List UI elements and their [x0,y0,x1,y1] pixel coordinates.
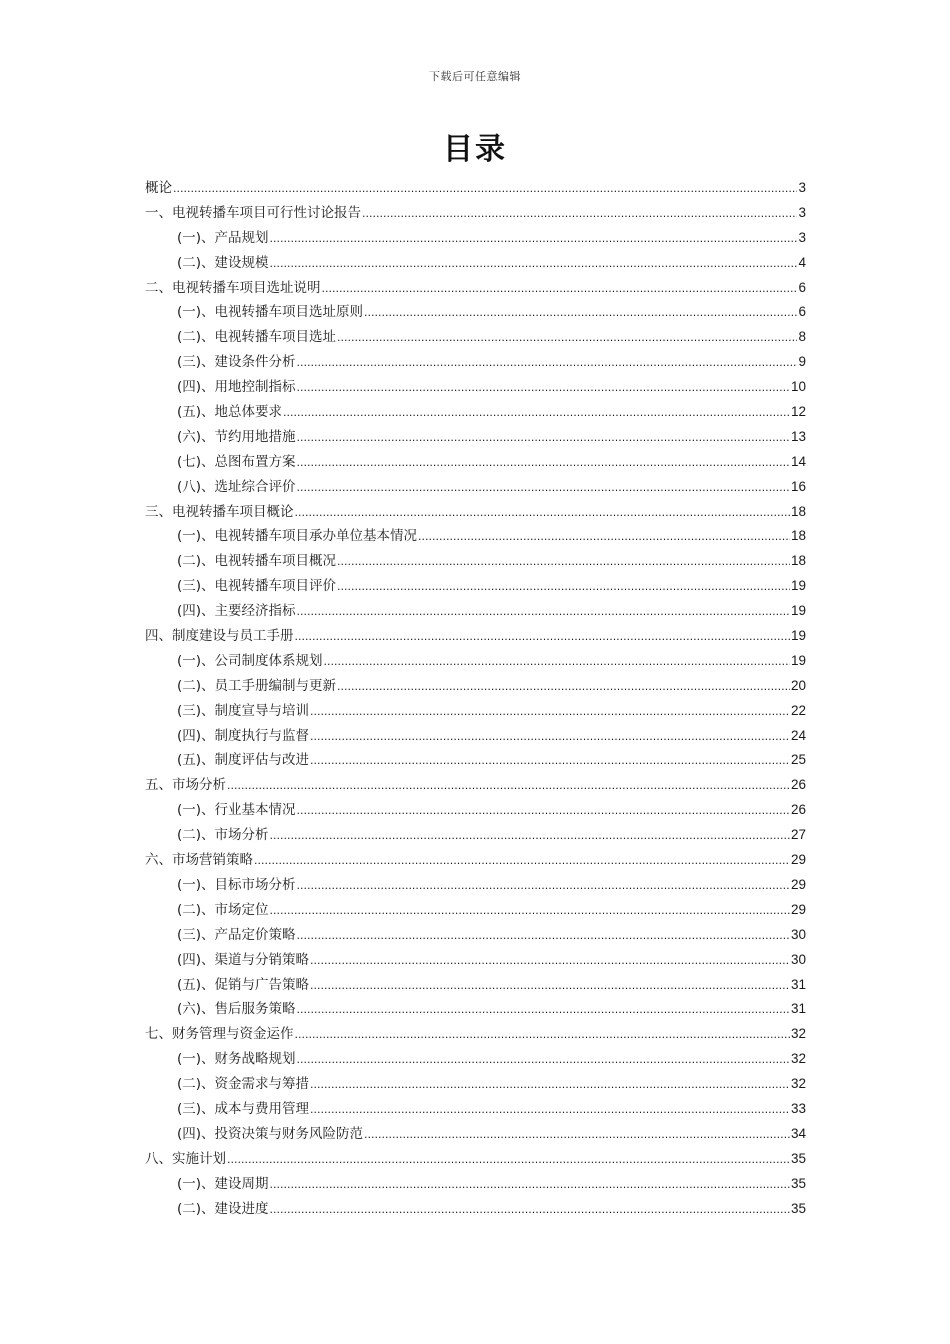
toc-subsection-entry[interactable] [145,898,806,923]
toc-dot-leader [324,649,790,675]
table-of-contents [145,176,806,1221]
toc-dot-leader [270,1172,790,1198]
toc-page-number: 31 [790,976,806,992]
toc-page-number: 35 [790,1200,806,1216]
toc-entry-label: (四)、制度执行与监督 [177,727,310,744]
toc-page-number: 6 [798,304,806,320]
toc-dot-leader [297,923,790,949]
toc-dot-leader [337,674,790,700]
toc-page-number: 25 [790,752,806,768]
toc-section-entry[interactable] [145,201,806,226]
toc-dot-leader [337,325,797,351]
toc-section-entry[interactable] [145,276,806,301]
toc-dot-leader [295,624,790,650]
toc-subsection-entry[interactable] [145,973,806,998]
toc-dot-leader [310,973,790,999]
toc-page-number: 12 [790,404,806,420]
toc-dot-leader [322,276,798,302]
toc-subsection-entry[interactable] [145,450,806,475]
toc-page-number: 20 [790,677,806,693]
toc-page-number: 22 [790,702,806,718]
toc-dot-leader [297,475,790,501]
toc-page-number: 16 [790,478,806,494]
toc-entry-label: (三)、产品定价策略 [177,926,296,943]
toc-dot-leader [270,1197,790,1223]
toc-page-number: 19 [790,628,806,644]
toc-subsection-entry[interactable] [145,1172,806,1197]
toc-section-entry[interactable] [145,1147,806,1172]
toc-page-number: 13 [790,428,806,444]
toc-entry-label: (一)、电视转播车项目选址原则 [177,304,364,321]
toc-page-number: 26 [790,777,806,793]
toc-entry-label: (二)、市场分析 [177,827,269,844]
toc-dot-leader [227,1147,790,1173]
toc-page-number: 10 [790,379,806,395]
toc-subsection-entry[interactable] [145,1072,806,1097]
toc-entry-label: (五)、促销与广告策略 [177,976,310,993]
toc-subsection-entry[interactable] [145,997,806,1022]
toc-page-number: 24 [790,727,806,743]
toc-section-entry[interactable] [145,773,806,798]
toc-dot-leader [270,898,790,924]
toc-section-entry[interactable] [145,1022,806,1047]
toc-subsection-entry[interactable] [145,674,806,699]
toc-subsection-entry[interactable] [145,425,806,450]
toc-dot-leader [297,798,790,824]
toc-page-number: 19 [790,603,806,619]
toc-entry-label: (一)、行业基本情况 [177,802,296,819]
toc-dot-leader [418,524,790,550]
toc-entry-label: (一)、目标市场分析 [177,876,296,893]
toc-entry-label: (五)、制度评估与改进 [177,752,310,769]
toc-subsection-entry[interactable] [145,475,806,500]
toc-page-number: 31 [790,1001,806,1017]
toc-entry-label: (二)、员工手册编制与更新 [177,677,337,694]
toc-dot-leader [310,1097,790,1123]
toc-subsection-entry[interactable] [145,1122,806,1147]
toc-entry-label: (二)、建设进度 [177,1200,269,1217]
toc-entry-label: (三)、电视转播车项目评价 [177,578,337,595]
toc-page-number: 18 [790,503,806,519]
toc-dot-leader [337,549,790,575]
toc-page-number: 35 [790,1150,806,1166]
toc-entry-label: (二)、市场定位 [177,901,269,918]
toc-subsection-entry[interactable] [145,300,806,325]
toc-entry-label: 二、电视转播车项目选址说明 [145,279,321,296]
toc-page-number: 8 [798,329,806,345]
toc-entry-label: (二)、资金需求与筹措 [177,1076,310,1093]
toc-entry-label: (三)、成本与费用管理 [177,1100,310,1117]
toc-entry-label: 七、财务管理与资金运作 [145,1026,294,1043]
toc-subsection-entry[interactable] [145,375,806,400]
toc-subsection-entry[interactable] [145,1197,806,1222]
toc-page-number: 30 [790,951,806,967]
toc-entry-label: (二)、建设规模 [177,254,269,271]
toc-dot-leader [297,350,798,376]
toc-entry-label: (六)、售后服务策略 [177,1001,296,1018]
toc-page-number: 6 [798,279,806,295]
toc-dot-leader [310,724,790,750]
toc-page-number: 18 [790,528,806,544]
toc-entry-label: (二)、电视转播车项目选址 [177,329,337,346]
toc-subsection-entry[interactable] [145,649,806,674]
toc-subsection-entry[interactable] [145,1047,806,1072]
toc-dot-leader [227,773,790,799]
toc-dot-leader [297,1047,790,1073]
toc-dot-leader [254,848,790,874]
toc-subsection-entry[interactable] [145,948,806,973]
toc-subsection-entry[interactable] [145,873,806,898]
toc-subsection-entry[interactable] [145,325,806,350]
toc-dot-leader [310,748,790,774]
toc-title: 目录 [443,132,507,167]
toc-dot-leader [270,823,790,849]
toc-page-number: 3 [798,204,806,220]
toc-page-number: 33 [790,1100,806,1116]
toc-subsection-entry[interactable] [145,251,806,276]
toc-section-entry[interactable] [145,176,806,201]
toc-subsection-entry[interactable] [145,350,806,375]
toc-entry-label: (三)、制度宣导与培训 [177,702,310,719]
toc-page-number: 18 [790,553,806,569]
page-header-note: 下载后可任意编辑 [429,70,521,83]
toc-dot-leader [364,1122,790,1148]
toc-entry-label: (六)、节约用地措施 [177,428,296,445]
toc-dot-leader [270,251,798,277]
toc-entry-label: (四)、用地控制指标 [177,379,296,396]
toc-subsection-entry[interactable] [145,748,806,773]
toc-entry-label: 三、电视转播车项目概论 [145,503,294,520]
toc-page-number: 26 [790,802,806,818]
toc-dot-leader [297,425,790,451]
toc-page-number: 3 [798,180,806,195]
toc-section-entry[interactable] [145,500,806,525]
toc-dot-leader [295,500,790,526]
toc-entry-label: (一)、电视转播车项目承办单位基本情况 [177,528,418,545]
toc-page-number: 34 [790,1125,806,1141]
toc-dot-leader [310,1072,790,1098]
toc-page-number: 30 [790,926,806,942]
toc-subsection-entry[interactable] [145,524,806,549]
toc-entry-label: (七)、总图布置方案 [177,453,296,470]
toc-subsection-entry[interactable] [145,798,806,823]
toc-subsection-entry[interactable] [145,549,806,574]
toc-subsection-entry[interactable] [145,823,806,848]
toc-subsection-entry[interactable] [145,724,806,749]
toc-page-number: 19 [790,578,806,594]
toc-dot-leader [310,948,790,974]
toc-dot-leader [297,873,790,899]
toc-entry-label: 一、电视转播车项目可行性讨论报告 [145,204,361,221]
toc-entry-label: (二)、电视转播车项目概况 [177,553,337,570]
toc-subsection-entry[interactable] [145,574,806,599]
toc-dot-leader [310,699,790,725]
toc-page-number: 29 [790,901,806,917]
toc-subsection-entry[interactable] [145,400,806,425]
toc-entry-label: (四)、主要经济指标 [177,603,296,620]
toc-entry-label: (五)、地总体要求 [177,404,283,421]
toc-dot-leader [283,400,790,426]
toc-dot-leader [295,1022,790,1048]
toc-subsection-entry[interactable] [145,1097,806,1122]
toc-entry-label: (四)、投资决策与财务风险防范 [177,1125,364,1142]
toc-section-entry[interactable] [145,848,806,873]
toc-page-number: 4 [798,254,806,270]
toc-entry-label: 概论 [145,180,172,196]
toc-page-number: 35 [790,1175,806,1191]
toc-page-number: 32 [790,1051,806,1067]
toc-page-number: 32 [790,1076,806,1092]
toc-entry-label: 八、实施计划 [145,1150,226,1167]
toc-page-number: 3 [798,229,806,245]
toc-subsection-entry[interactable] [145,699,806,724]
toc-page-number: 29 [790,876,806,892]
toc-entry-label: (八)、选址综合评价 [177,478,296,495]
toc-section-entry[interactable] [145,624,806,649]
toc-dot-leader [364,300,797,326]
toc-dot-leader [337,574,790,600]
toc-dot-leader [297,375,790,401]
toc-subsection-entry[interactable] [145,599,806,624]
toc-page-number: 32 [790,1026,806,1042]
toc-entry-label: 六、市场营销策略 [145,852,253,869]
toc-dot-leader [297,997,790,1023]
toc-dot-leader [362,201,797,227]
toc-subsection-entry[interactable] [145,226,806,251]
toc-dot-leader [270,226,798,252]
toc-page-number: 27 [790,827,806,843]
toc-entry-label: 四、制度建设与员工手册 [145,628,294,645]
toc-page-number: 14 [790,453,806,469]
toc-entry-label: (四)、渠道与分销策略 [177,951,310,968]
toc-entry-label: (三)、建设条件分析 [177,354,296,371]
toc-entry-label: (一)、建设周期 [177,1175,269,1192]
toc-subsection-entry[interactable] [145,923,806,948]
toc-entry-label: (一)、公司制度体系规划 [177,652,323,669]
toc-entry-label: (一)、财务战略规划 [177,1051,296,1068]
toc-entry-label: 五、市场分析 [145,777,226,794]
toc-dot-leader [297,599,790,625]
toc-dot-leader [297,450,790,476]
toc-dot-leader [173,176,797,202]
toc-entry-label: (一)、产品规划 [177,229,269,246]
toc-page-number: 9 [798,354,806,370]
toc-page-number: 19 [790,652,806,668]
toc-page-number: 29 [790,852,806,868]
